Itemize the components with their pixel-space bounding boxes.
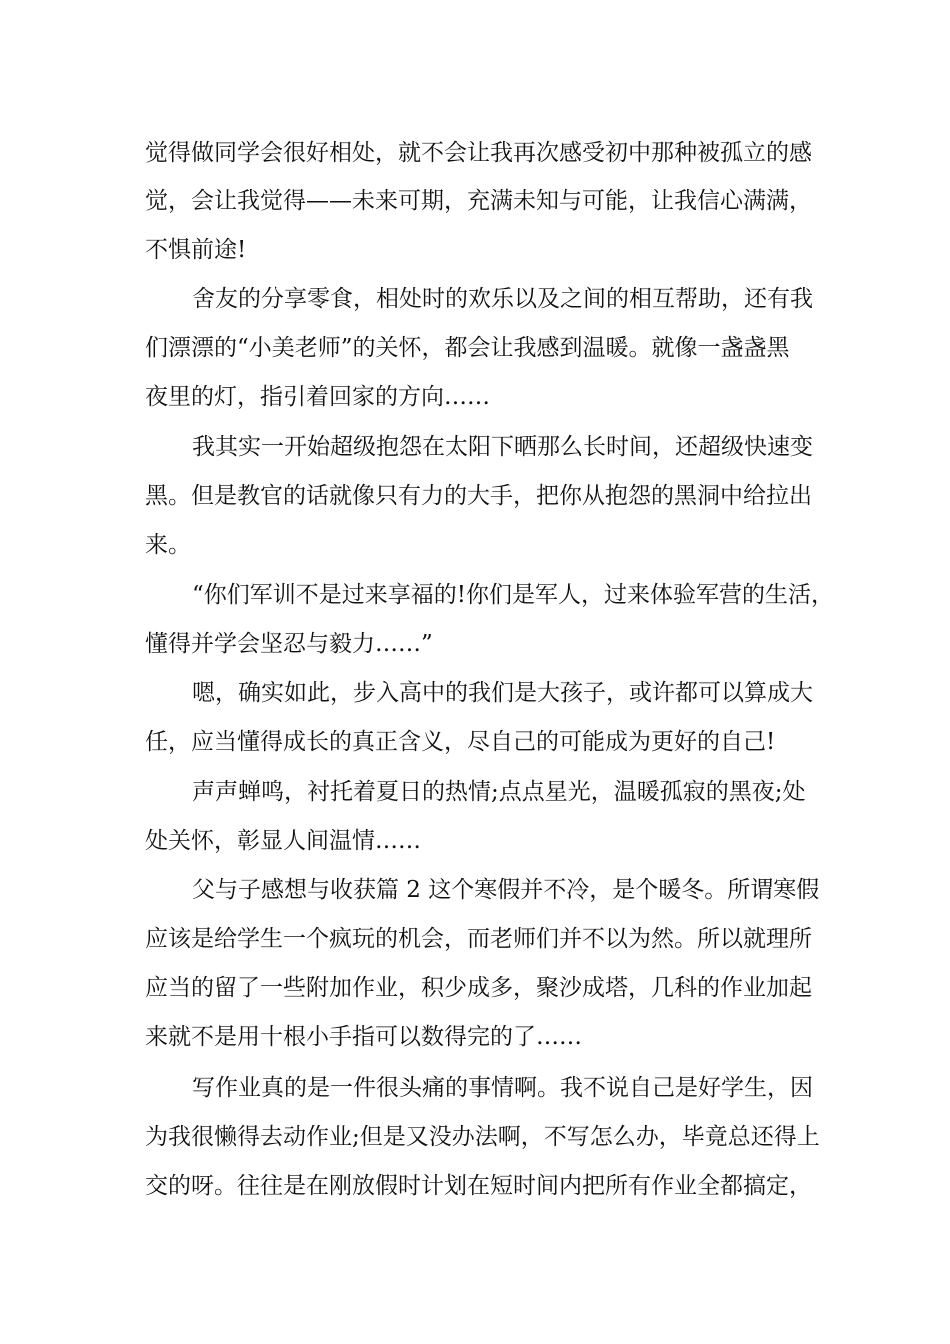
text-line: 不惧前途! bbox=[145, 237, 247, 263]
paragraph-first-line: “你们军训不是过来享福的!你们是军人，过来体验军营的生活， bbox=[192, 582, 835, 608]
text-line: 懂得并学会坚忍与毅力……” bbox=[145, 631, 433, 657]
paragraph-first-line: 嗯，确实如此，步入高中的我们是大孩子，或许都可以算成大 bbox=[192, 680, 813, 706]
text-line: 交的呀。往往是在刚放假时计划在短时间内把所有作业全都搞定， bbox=[145, 1173, 812, 1199]
text-line: 夜里的灯，指引着回家的方向…… bbox=[145, 384, 490, 410]
paragraph-first-line: 声声蝉鸣，衬托着夏日的热情;点点星光，温暖孤寂的黑夜;处 bbox=[192, 779, 806, 805]
text-line: 黑。但是教官的话就像只有力的大手，把你从抱怨的黑洞中给拉出 bbox=[145, 483, 812, 509]
text-line: 来就不是用十根小手指可以数得完的了…… bbox=[145, 1024, 582, 1050]
text-line: 应该是给学生一个疯玩的机会，而老师们并不以为然。所以就理所 bbox=[145, 926, 812, 952]
paragraph-first-line: 父与子感想与收获篇 2 这个寒假并不冷，是个暖冬。所谓寒假 bbox=[192, 877, 820, 903]
text-line: 来。 bbox=[145, 532, 191, 558]
paragraph-first-line: 写作业真的是一件很头痛的事情啊。我不说自己是好学生，因 bbox=[192, 1075, 813, 1101]
paragraph-first-line: 我其实一开始超级抱怨在太阳下晒那么长时间，还超级快速变 bbox=[192, 434, 813, 460]
text-line: 们漂漂的“小美老师”的关怀，都会让我感到温暖。就像一盏盏黑 bbox=[145, 335, 790, 361]
text-line: 任，应当懂得成长的真正含义，尽自己的可能成为更好的自己! bbox=[145, 729, 776, 755]
text-line: 觉，会让我觉得——未来可期，充满未知与可能，让我信心满满， bbox=[145, 188, 812, 214]
text-line: 处关怀，彰显人间温情…… bbox=[145, 828, 421, 854]
paragraph-first-line: 舍友的分享零食，相处时的欢乐以及之间的相互帮助，还有我 bbox=[192, 286, 813, 312]
text-line: 为我很懒得去动作业;但是又没办法啊，不写怎么办，毕竟总还得上 bbox=[145, 1124, 820, 1150]
text-line: 应当的留了一些附加作业，积少成多，聚沙成塔，几科的作业加起 bbox=[145, 975, 812, 1001]
text-line: 觉得做同学会很好相处，就不会让我再次感受初中那种被孤立的感 bbox=[145, 140, 812, 166]
